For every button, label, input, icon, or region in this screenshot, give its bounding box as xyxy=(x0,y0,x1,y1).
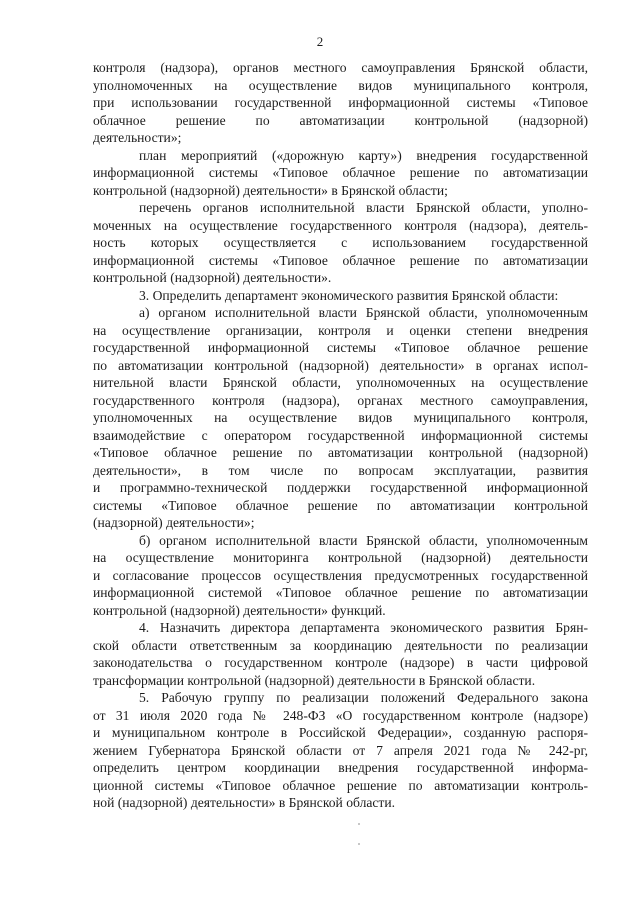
page-number: 2 xyxy=(316,34,324,49)
text-line: ность которых осуществляется с использованием государственной xyxy=(93,235,588,250)
text-line: и согласование процессов осуществления предусмотренных государственной xyxy=(93,567,588,583)
text-line: жением Губернатора Брянской области от 7 апреля 2021 года № 242-рг, xyxy=(93,742,588,758)
text-line: уполномоченных на осуществление видов муниципального контроля, xyxy=(93,410,588,425)
text-line: ной (надзорной) деятельности» в Брянской области. xyxy=(93,795,396,810)
text-line: системы «Типовое облачное решение по автоматизации контрольной xyxy=(93,497,588,513)
text-line: а) органом исполнительной власти Брянской области, уполномоченным xyxy=(139,305,588,320)
text-line: уполномоченных на осуществление видов муниципального контроля, xyxy=(93,77,588,93)
text-line: определить центром координации внедрения государственной информа- xyxy=(93,760,588,775)
text-line: б) органом исполнительной власти Брянской области, уполномоченным xyxy=(139,532,588,548)
text-line: государственной информационной системы «Типовое облачное решение xyxy=(93,340,588,355)
document-body xyxy=(93,59,588,812)
text-line: на осуществление организации, контроля и оценки степени внедрения xyxy=(93,322,588,338)
text-line: законодательства о государственном контроле (надзоре) в части цифровой xyxy=(93,655,588,670)
text-line: (надзорной) деятельности»; xyxy=(93,515,255,530)
text-line: информационной системы «Типовое облачное решение по автоматизации xyxy=(93,165,588,180)
text-line: трансформации контрольной (надзорной) деятельности в Брянской области. xyxy=(93,672,536,688)
text-line: контрольной (надзорной) деятельности». xyxy=(93,270,332,285)
text-line: при использовании государственной информационной системы «Типовое xyxy=(93,95,588,110)
scan-speck xyxy=(358,823,360,825)
text-line: контрольной (надзорной) деятельности» функций. xyxy=(93,602,386,618)
text-line: ционной системы «Типовое облачное решение по автоматизации контроль- xyxy=(93,777,588,793)
text-line: по автоматизации контрольной (надзорной) деятельности» в органах испол- xyxy=(93,357,588,373)
text-line: план мероприятий («дорожную карту») внедрения государственной xyxy=(139,147,588,163)
text-line: и программно-технической поддержки государственной информационной xyxy=(93,480,588,495)
text-line: ской области ответственным за координацию деятельности по реализации xyxy=(93,637,588,653)
text-line: на осуществление мониторинга контрольной (надзорной) деятельности xyxy=(93,550,588,565)
scan-speck xyxy=(358,843,360,845)
text-line: облачное решение по автоматизации контрольной (надзорной) xyxy=(93,112,588,128)
text-line: контрольной (надзорной) деятельности» в Брянской области; xyxy=(93,182,448,198)
text-line: и муниципальном контроле в Российской Федерации», созданную распоря- xyxy=(93,725,588,740)
text-line: 3. Определить департамент экономического развития Брянской области: xyxy=(139,287,559,303)
text-line: «Типовое облачное решение по автоматизации контрольной (надзорной) xyxy=(93,445,588,460)
text-line: деятельности»; xyxy=(93,130,182,145)
text-line: перечень органов исполнительной власти Брянской области, уполно- xyxy=(139,200,588,215)
text-line: деятельности», в том числе по вопросам эксплуатации, развития xyxy=(93,462,588,478)
text-line: нительной власти Брянской области, уполномоченных на осуществление xyxy=(93,375,588,390)
text-line: 5. Рабочую группу по реализации положений Федерального закона xyxy=(139,690,588,705)
text-line: моченных на осуществление государственного контроля (надзора), деятель- xyxy=(93,217,588,233)
text-line: взаимодействие с оператором государственной информационной системы xyxy=(93,427,588,443)
text-line: контроля (надзора), органов местного самоуправления Брянской области, xyxy=(93,60,588,75)
text-line: информационной системы «Типовое облачное решение по автоматизации xyxy=(93,252,588,268)
text-line: государственного контроля (надзора), органах местного самоуправления, xyxy=(93,392,588,408)
text-line: от 31 июля 2020 года № 248-ФЗ «О государственном контроле (надзоре) xyxy=(93,707,588,723)
text-line: 4. Назначить директора департамента экономического развития Брян- xyxy=(139,620,588,635)
text-line: информационной системой «Типовое облачное решение по автоматизации xyxy=(93,585,588,600)
